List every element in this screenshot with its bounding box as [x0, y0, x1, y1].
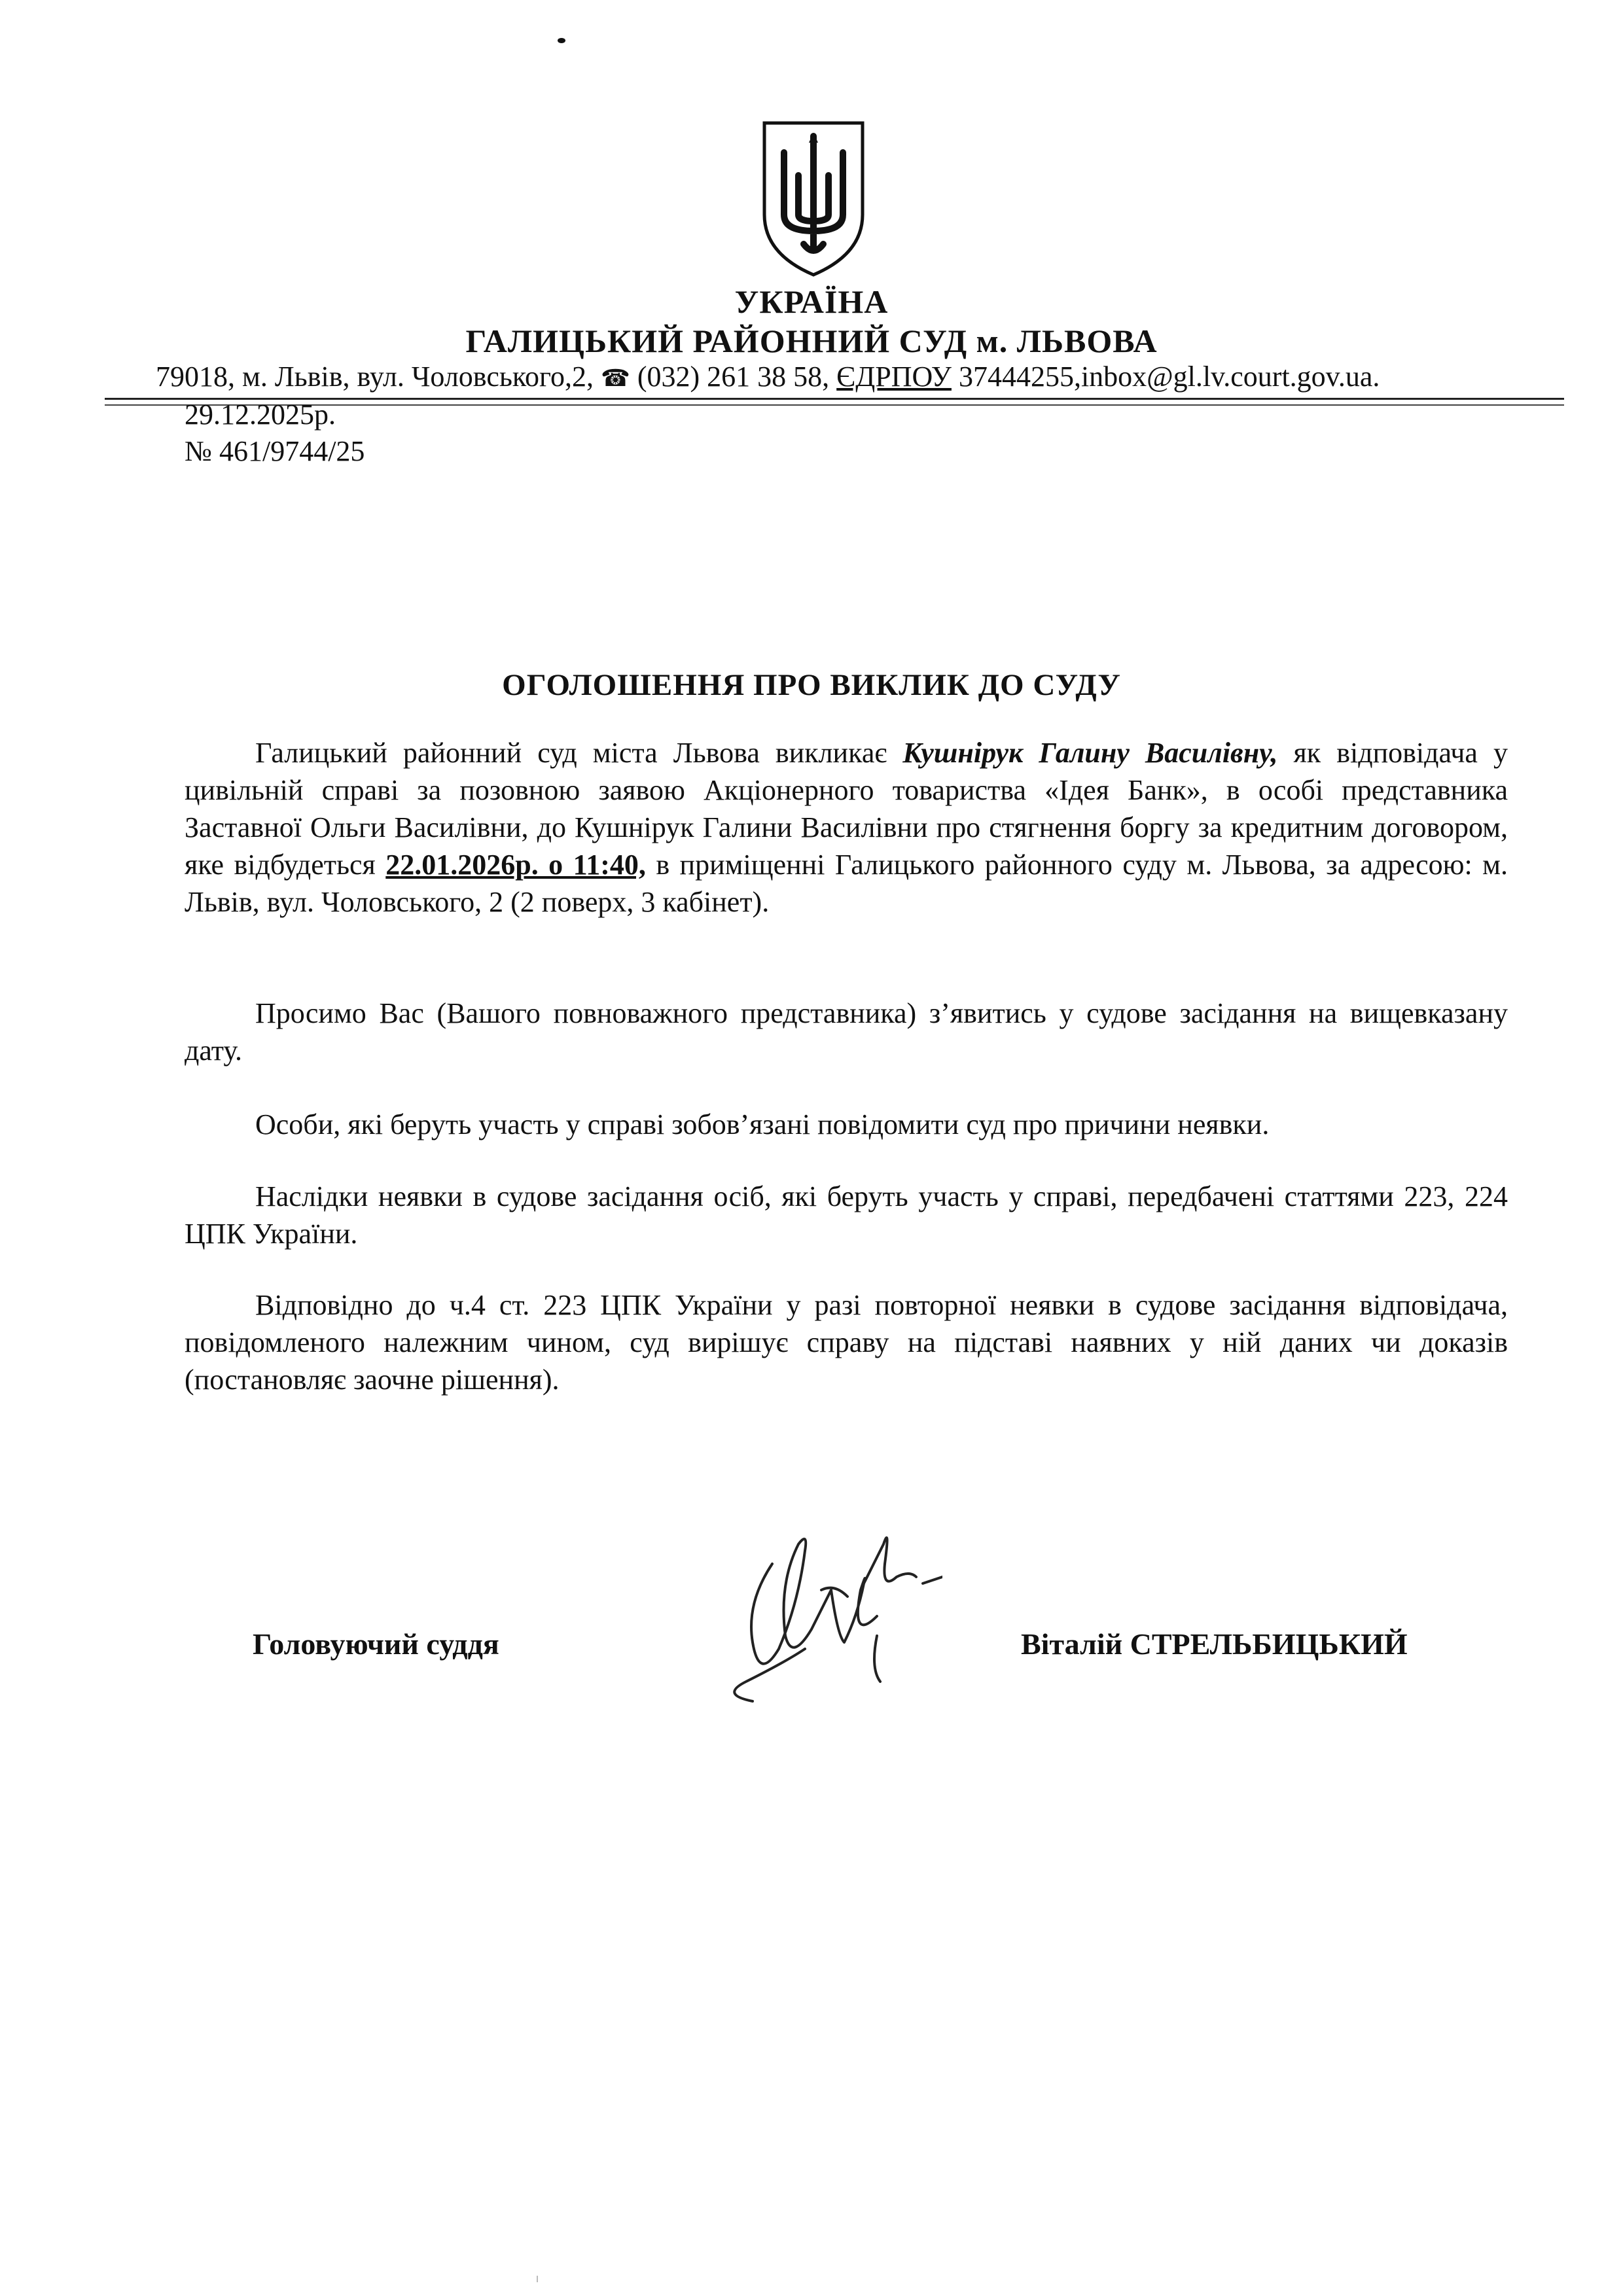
country-title: УКРАЇНА — [734, 283, 889, 320]
judge-name: Віталій СТРЕЛЬБИЦЬКИЙ — [1021, 1627, 1408, 1661]
handwritten-signature — [707, 1485, 942, 1721]
default-judgment-text: Відповідно до ч.4 ст. 223 ЦПК України у разі повторної неявки в судове засідання відповідача, повідомленого належним чином, суд вирішує справу на підставі наявних у ній даних чи доказів (постановляє заочне рішення). — [185, 1289, 1508, 1396]
summons-text-3: в приміщенні Галицького районного суду м. Львова, за адресою: м. Львів, вул. Чоловського, 2 (2 поверх, 3 кабінет). — [185, 849, 1508, 918]
consequences-text: Наслідки неявки в судове засідання осіб, які беруть участь у справі, передбачені статтями 223, 224 ЦПК України. — [185, 1180, 1508, 1250]
hearing-datetime: 22.01.2026р. о 11:40, — [385, 849, 646, 881]
phone-number: (032) 261 38 58, — [637, 361, 830, 393]
document-title: ОГОЛОШЕННЯ ПРО ВИКЛИК ДО СУДУ — [502, 668, 1121, 702]
edrpou-email: 37444255,inbox@gl.lv.court.gov.ua. — [958, 361, 1380, 393]
edrpou-label: ЄДРПОУ — [836, 361, 952, 393]
paragraph-notify — [185, 1106, 1508, 1143]
phone-icon: ☎ — [601, 365, 630, 392]
scan-mark — [537, 2276, 538, 2282]
summons-text-2: як відповідача у цивільній справі за позовною заявою Акціонерного товариства «Ідея Банк», в особі представника Заставної Ольги Василівни, до Кушнірук Галини Василівни про стягнення боргу за кредитним договором, яке відбудеться — [185, 737, 1508, 881]
paragraph-consequences — [185, 1178, 1508, 1252]
document-number: № 461/9744/25 — [185, 435, 365, 467]
document-date: 29.12.2025р. — [185, 398, 336, 431]
judge-role: Головуючий суддя — [253, 1627, 499, 1661]
paragraph-request — [185, 995, 1508, 1069]
trident-emblem-icon — [758, 116, 869, 280]
court-address — [156, 360, 1380, 393]
summons-text-1: Галицький районний суд міста Львова викликає — [255, 737, 887, 769]
paragraph-default-judgment — [185, 1286, 1508, 1398]
address-text: 79018, м. Львів, вул. Чоловського,2, — [156, 361, 594, 393]
notify-text: Особи, які беруть участь у справі зобов’язані повідомити суд про причини неявки. — [255, 1108, 1270, 1140]
request-text: Просимо Вас (Вашого повноважного представника) з’явитись у судове засідання на вищевказану дату. — [185, 997, 1508, 1067]
scan-dot — [558, 38, 565, 43]
court-name: ГАЛИЦЬКИЙ РАЙОННИЙ СУД м. ЛЬВОВА — [465, 323, 1158, 359]
paragraph-summons — [185, 734, 1508, 921]
defendant-name: Кушнірук Галину Василівну, — [902, 737, 1278, 769]
